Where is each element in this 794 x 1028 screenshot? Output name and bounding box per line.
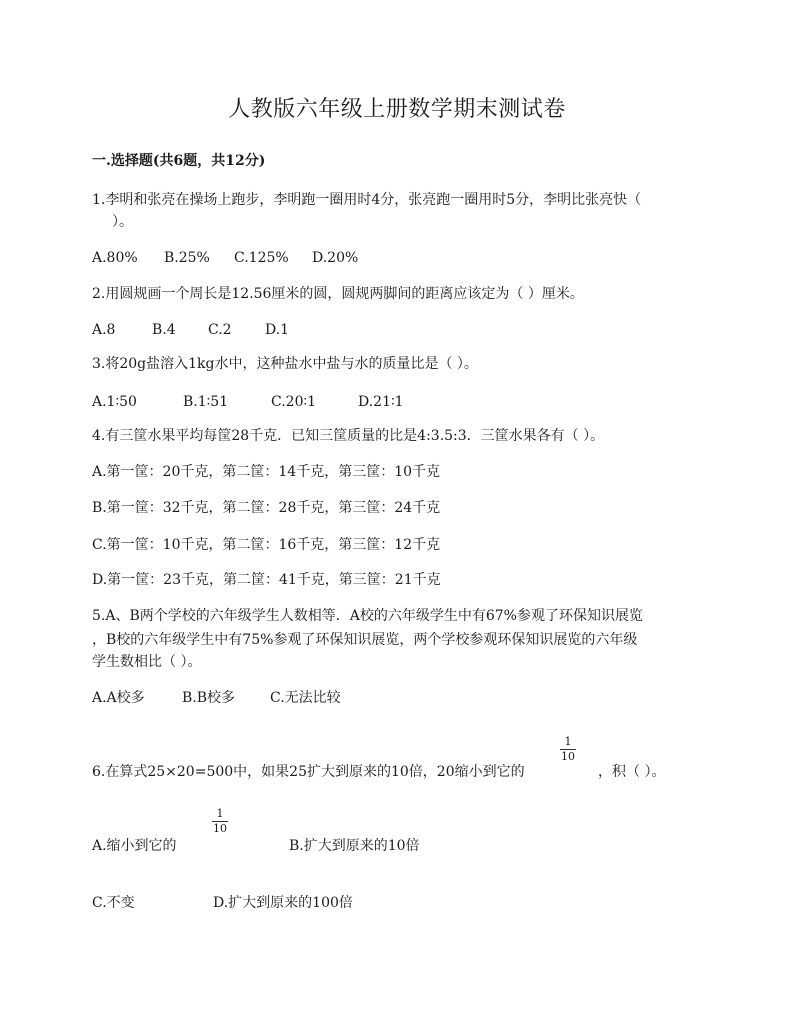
question-2-option-a: A.8 xyxy=(92,322,116,338)
question-3-option-d: D.21∶1 xyxy=(358,394,404,410)
page-title: 人教版六年级上册数学期末测试卷 xyxy=(228,97,566,122)
question-1-option-c: C.125% xyxy=(234,250,289,266)
question-6-option-a: A.缩小到它的 xyxy=(92,838,177,854)
section-title: 一.选择题(共6题，共12分) xyxy=(92,153,266,169)
question-1-option-a: A.80% xyxy=(92,250,138,266)
question-1-text-line2: ）。 xyxy=(112,214,133,230)
question-5-option-c: C.无法比较 xyxy=(270,690,341,706)
question-3-option-c: C.20∶1 xyxy=(271,394,317,410)
question-6-fraction xyxy=(558,736,578,763)
question-4-option-b: B.第一筐：32千克，第二筐：28千克，第三筐：24千克 xyxy=(92,500,441,516)
question-1-option-d: D.20% xyxy=(312,250,359,266)
fraction-numerator: 1 xyxy=(216,807,224,820)
question-6-option-a-fraction xyxy=(210,808,230,835)
question-4-option-a: A.第一筐：20千克，第二筐：14千克，第三筐：10千克 xyxy=(92,464,441,480)
question-5-text-line1: 5.A、B两个学校的六年级学生人数相等．A校的六年级学生中有67%参观了环保知识展览 xyxy=(92,608,643,624)
fraction-denominator: 10 xyxy=(561,750,575,763)
question-2-text: 2.用圆规画一个周长是12.56厘米的圆，圆规两脚间的距离应该定为（ ）厘米。 xyxy=(92,286,584,302)
question-2-option-c: C.2 xyxy=(208,322,232,338)
question-1-option-b: B.25% xyxy=(164,250,210,266)
question-4-option-c: C.第一筐：10千克，第二筐：16千克，第三筐：12千克 xyxy=(92,537,441,553)
question-2-option-b: B.4 xyxy=(152,322,176,338)
question-1-text-line1: 1.李明和张亮在操场上跑步，李明跑一圈用时4分，张亮跑一圈用时5分，李明比张亮快（ xyxy=(92,192,642,208)
question-3-option-b: B.1∶51 xyxy=(183,394,229,410)
question-5-option-b: B.B校多 xyxy=(182,690,236,706)
question-3-option-a: A.1∶50 xyxy=(92,394,137,410)
question-3-text: 3.将20g盐溶入1kg水中，这种盐水中盐与水的质量比是（ ）。 xyxy=(92,356,478,372)
question-4-text: 4.有三筐水果平均每筐28千克．已知三筐质量的比是4:3.5:3．三筐水果各有（ ）。 xyxy=(92,428,605,444)
question-5-option-a: A.A校多 xyxy=(92,690,145,706)
fraction-numerator: 1 xyxy=(564,735,572,748)
question-6-text-part1: 6.在算式25×20=500中，如果25扩大到原来的10倍，20缩小到它的 xyxy=(92,764,525,780)
question-6-option-c: C.不变 xyxy=(92,895,135,911)
question-6-option-d: D.扩大到原来的100倍 xyxy=(213,895,353,911)
question-6-text-part2: ，积（ ）。 xyxy=(598,764,666,780)
question-6-option-b: B.扩大到原来的10倍 xyxy=(289,838,420,854)
question-5-text-line3: 学生数相比（ ）。 xyxy=(92,654,202,670)
question-2-option-d: D.1 xyxy=(265,322,290,338)
fraction-denominator: 10 xyxy=(213,822,227,835)
question-4-option-d: D.第一筐：23千克，第二筐：41千克，第三筐：21千克 xyxy=(92,572,441,588)
question-5-text-line2: ，B校的六年级学生中有75%参观了环保知识展览，两个学校参观环保知识展览的六年级 xyxy=(92,632,638,648)
